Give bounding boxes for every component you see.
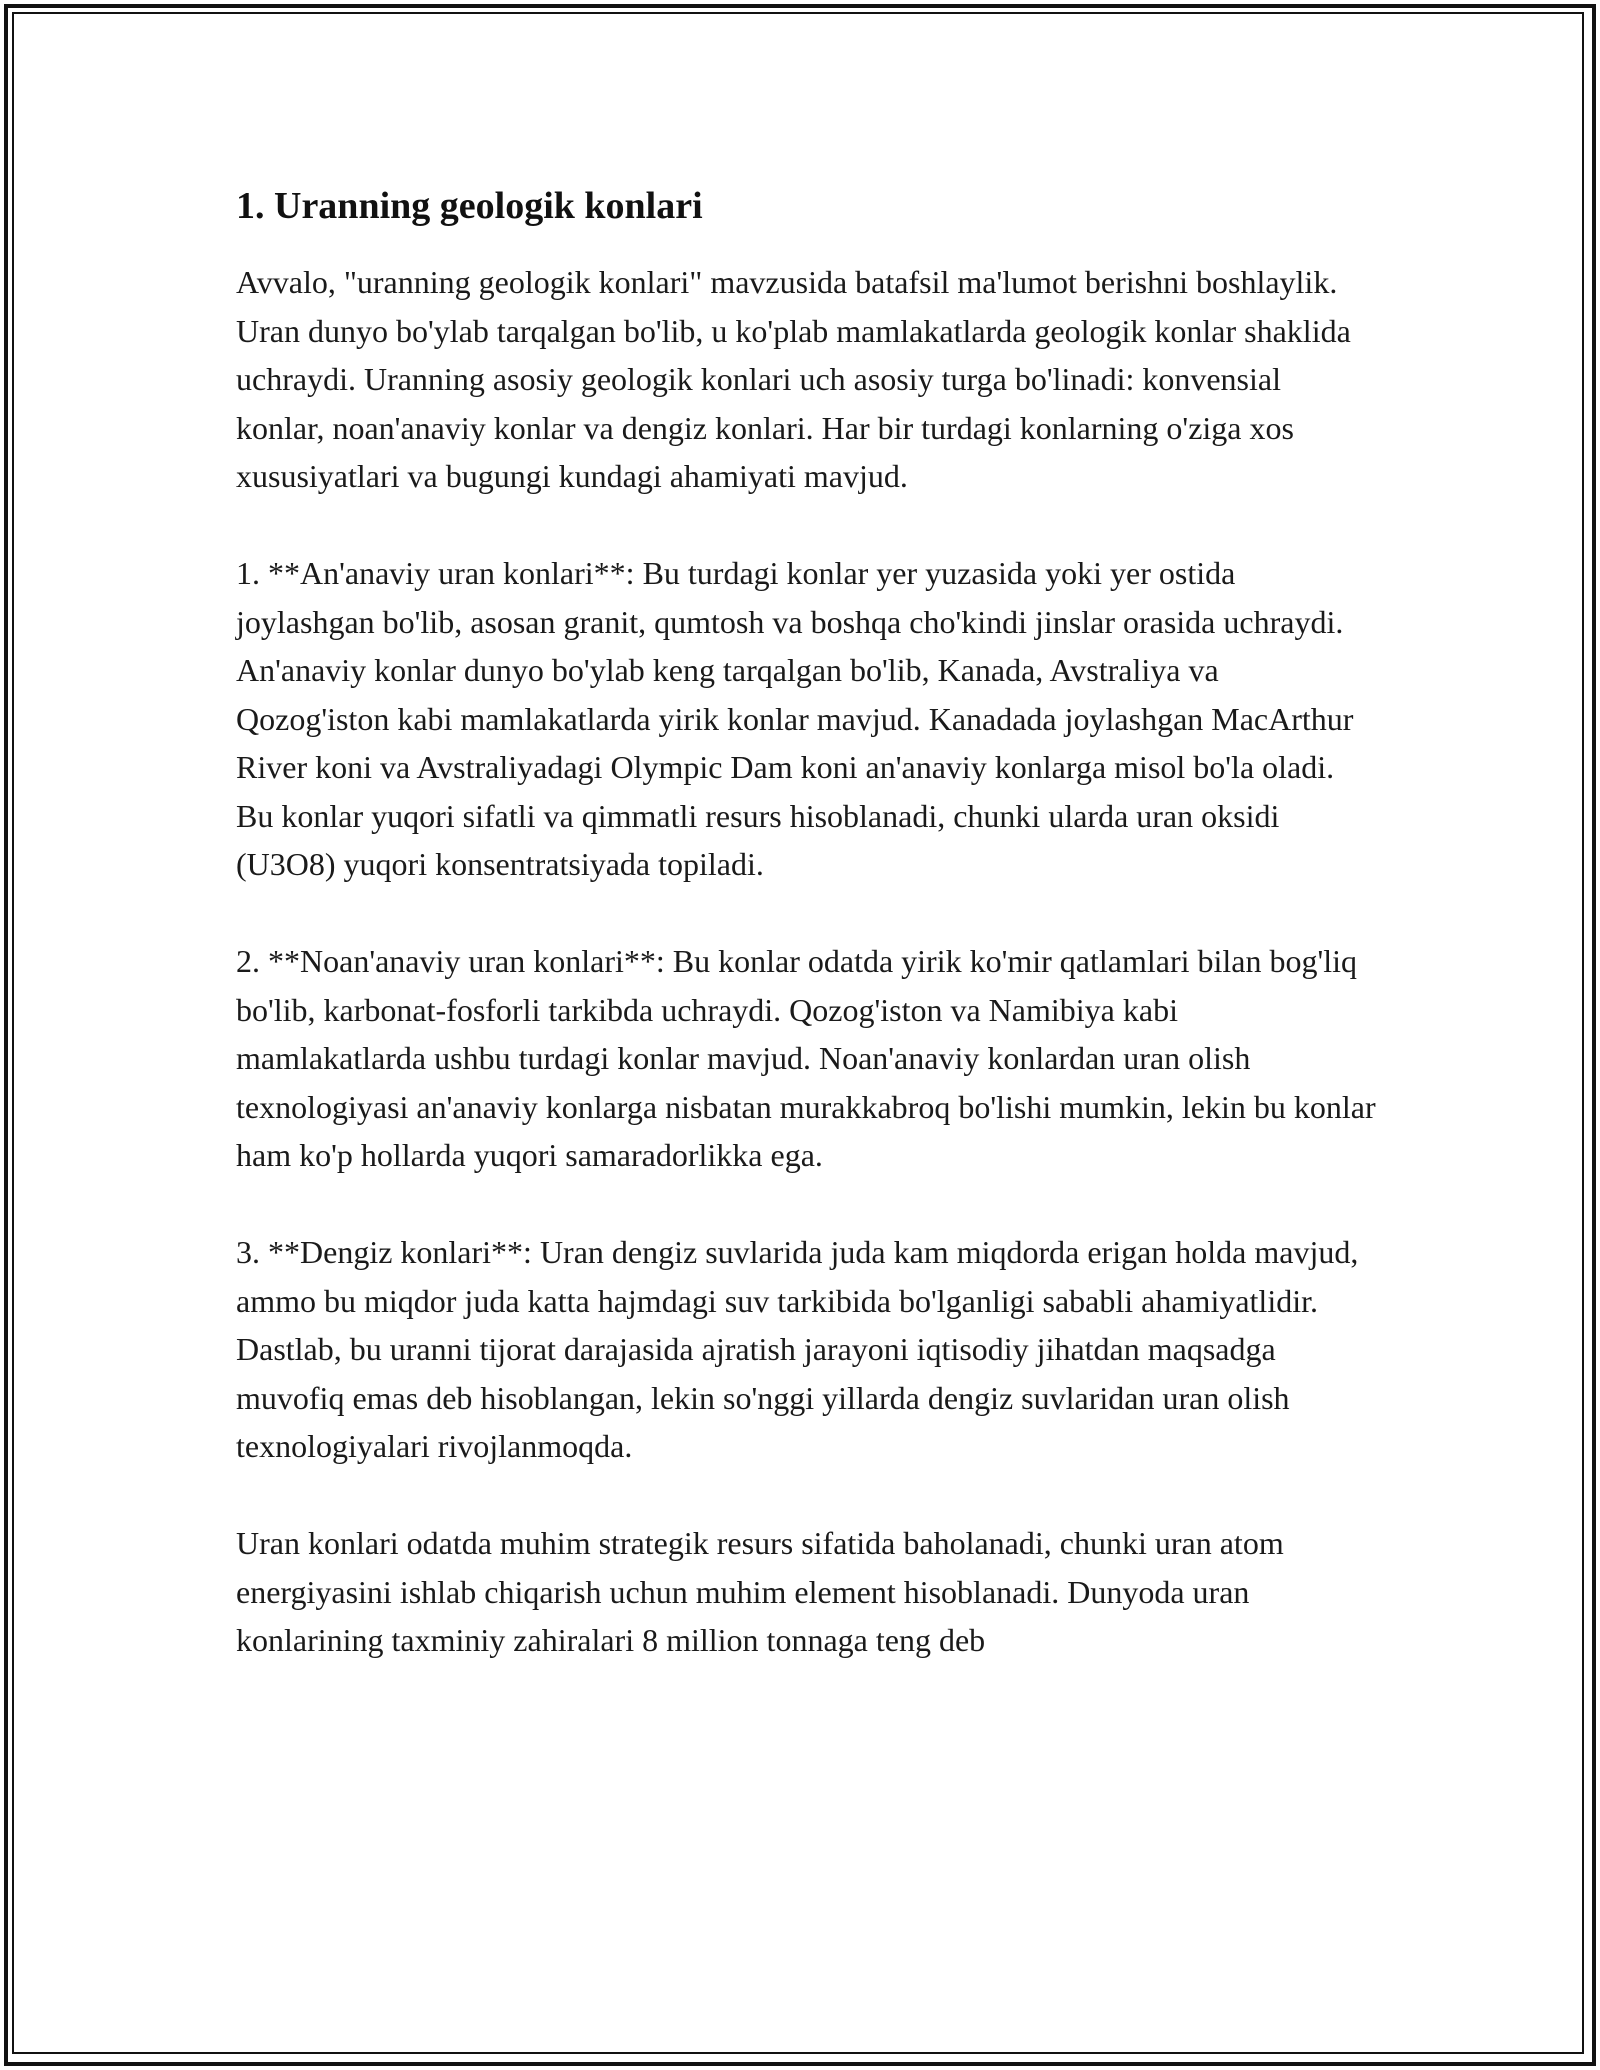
document-body — [236, 184, 1376, 1713]
paragraph-strategic-resource: Uran konlari odatda muhim strategik resurs sifatida baholanadi, chunki uran atom energiyasini ishlab chiqarish uchun muhim element hisoblanadi. Dunyoda uran konlarining taxminiy zahiralari 8 million tonnaga teng deb — [236, 1525, 1284, 1658]
section-heading: 1. Uranning geologik konlari — [236, 185, 703, 227]
paragraph-sea-deposits: 3. **Dengiz konlari**: Uran dengiz suvlarida juda kam miqdorda erigan holda mavjud, ammo bu miqdor juda katta hajmdagi suv tarkibida bo'lganligi sababli ahamiyatlidir. Dastlab, bu uranni tijorat darajasida ajratish jarayoni iqtisodiy jihatdan maqsadga muvofiq emas deb hisoblangan, lekin so'nggi yillarda dengiz suvlaridan uran olish texnologiyalari rivojlanmoqda. — [236, 1234, 1359, 1464]
paragraph-conventional-deposits: 1. **An'anaviy uran konlari**: Bu turdagi konlar yer yuzasida yoki yer ostida joylashgan bo'lib, asosan granit, qumtosh va boshqa cho'kindi jinslar orasida uchraydi. An'anaviy konlar dunyo bo'ylab keng tarqalgan bo'lib, Kanada, Avstraliya va Qozog'iston kabi mamlakatlarda yirik konlar mavjud. Kanadada joylashgan MacArthur River koni va Avstraliyadagi Olympic Dam koni an'anaviy konlarga misol bo'la oladi. Bu konlar yuqori sifatli va qimmatli resurs hisoblanadi, chunki ularda uran oksidi (U3O8) yuqori konsentratsiyada topiladi. — [236, 555, 1354, 882]
paragraph-unconventional-deposits: 2. **Noan'anaviy uran konlari**: Bu konlar odatda yirik ko'mir qatlamlari bilan bog'liq bo'lib, karbonat-fosforli tarkibda uchraydi. Qozog'iston va Namibiya kabi mamlakatlarda ushbu turdagi konlar mavjud. Noan'anaviy konlardan uran olish texnologiyasi an'anaviy konlarga nisbatan murakkabroq bo'lishi mumkin, lekin bu konlar ham ko'p hollarda yuqori samaradorlikka ega. — [236, 943, 1376, 1173]
paragraph-intro: Avvalo, "uranning geologik konlari" mavzusida batafsil ma'lumot berishni boshlaylik. Uran dunyo bo'ylab tarqalgan bo'lib, u ko'plab mamlakatlarda geologik konlar shaklida uchraydi. Uranning asosiy geologik konlari uch asosiy turga bo'linadi: konvensial konlar, noan'anaviy konlar va dengiz konlari. Har bir turdagi konlarning o'ziga xos xususiyatlari va bugungi kundagi ahamiyati mavjud. — [236, 264, 1351, 494]
